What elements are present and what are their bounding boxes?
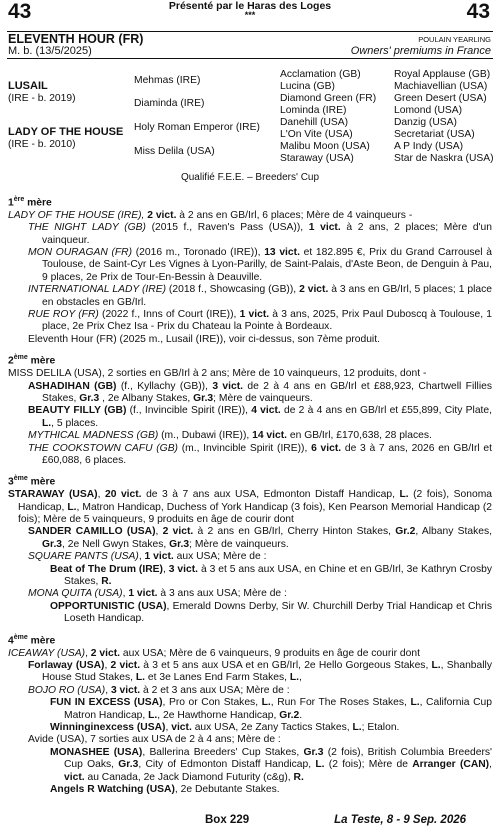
note-paragraph-s1-6: Eleventh Hour (FR) (2025 m., Lusail (IRE)), voir ci-dessus, son 7ème produit. [28,333,380,345]
note-paragraph-s2-4: MYTHICAL MADNESS (GB) (m., Dubawi (IRE)), 14 vict. en GB/Irl, £170,638, 28 places. [28,430,432,442]
pedigree-g3-2: Lucina (GB) [280,81,335,92]
family-notes [8,194,492,796]
horse-type: POULAIN YEARLING [418,35,491,44]
pedigree-g4-6: Secretariat (USA) [394,129,475,140]
section-heading-4: 4ème mère [8,633,56,647]
note-paragraph-s2-5: THE COOKSTOWN CAFU (GB) (m., Invincible Spirit (IRE)), 6 vict. de 3 à 7 ans, 2026 en GB/Irl et £60,088, 6 places. [28,442,493,466]
note-paragraph-s2-1: MISS DELILA (USA), 2 sorties en GB/Irl à 2 ans; Mère de 10 vainqueurs, 12 produits, dont - [8,368,427,380]
qualification: Qualifié F.E.E. – Breeders' Cup [180,172,320,183]
pedigree-g4-3: Green Desert (USA) [394,93,487,104]
pedigree-g3-6: L'On Vite (USA) [280,129,353,140]
pedigree-g3-8: Staraway (USA) [280,153,354,164]
note-paragraph-s3-1: STARAWAY (USA), 20 vict. de 3 à 7 ans aux USA, Edmonton Distaff Handicap, L. (2 fois), Sonoma Handicap, L., Matron Handicap, Duchess of York Handicap (3 fois), Ken Pearson Memorial Handicap (2 fois); Mère de 5 vainqueurs, 9 produits en âge de courir dont [8,489,492,526]
pedigree-g3-3: Diamond Green (FR) [280,93,377,104]
pedigree-g4-1: Royal Applause (GB) [394,69,491,80]
note-paragraph-s1-4: INTERNATIONAL LADY (IRE) (2018 f., Showcasing (GB)), 2 vict. à 3 ans en GB/Irl, 5 places; 1 place en obstacles en GB/Irl. [28,284,492,308]
section-heading-1: 1ère mère [8,196,52,209]
pedigree-g3-7: Malibu Moon (USA) [280,141,370,152]
note-paragraph-s4-6: Avide (USA), 7 sorties aux USA de 2 à 4 ans; Mère de : [28,734,281,746]
note-paragraph-s4-7: MONASHEE (USA), Ballerina Breeders' Cup Stakes, Gr.3 (2 fois), British Columbia Breeders' Cup Oaks, Gr.3, City of Edmonton Distaff Handicap, L. (2 fois); Mère de Arranger (CAN), vict. au Canada, 2e Jack Diamond Futurity (c&g), R. [50,746,492,783]
sire-name: LUSAIL [8,80,48,92]
note-paragraph-s4-3: BOJO RO (USA), 3 vict. à 2 et 3 ans aux USA; Mère de : [28,684,290,696]
pedigree-g4-4: Lomond (USA) [394,105,463,116]
section-heading-3: 3ème mère [8,475,56,488]
pedigree-g3-4: Lominda (IRE) [280,105,347,116]
pedigree-g2-1: Mehmas (IRE) [134,75,201,86]
pedigree-g4-2: Machiavellian (USA) [394,81,488,92]
note-paragraph-s2-3: BEAUTY FILLY (GB) (f., Invincible Spirit (IRE)), 4 vict. de 2 à 4 ans en GB/Irl et £55,899, City Plate, L., 5 places. [28,405,492,429]
note-paragraph-s4-8: Angels R Watching (USA), 2e Debutante Stakes. [50,783,280,795]
horse-description: M. b. (13/5/2025) [8,45,92,57]
lot-number-right: 43 [466,0,490,23]
pedigree-g3-5: Danehill (USA) [280,117,349,128]
note-paragraph-s4-2: Forlaway (USA), 2 vict. à 3 et 5 ans aux USA et en GB/Irl, 2e Hello Gorgeous Stakes, L., Shanbally House Stud Stakes, L. et 3e Lanes End Farm Stakes, L., [28,659,492,684]
pedigree-g4-7: A P Indy (USA) [394,141,464,152]
pedigree-g4-8: Star de Naskra (USA) [394,153,494,164]
note-paragraph-s3-2: SANDER CAMILLO (USA), 2 vict. à 2 ans en GB/Irl, Cherry Hinton Stakes, Gr.2, Albany Stakes, Gr.3, 2e Nell Gwyn Stakes, Gr.3; Mère de vainqueurs. [28,526,492,550]
note-paragraph-s3-6: OPPORTUNISTIC (USA), Emerald Downs Derby, Sir W. Churchill Derby Trial Handicap et Chris Loseth Handicap. [50,600,492,625]
note-paragraph-s1-3: MON OURAGAN (FR) (2016 m., Toronado (IRE)), 13 vict. et 182.895 €, Prix du Grand Carrousel à Toulouse, de Saint-Cyr Les Vignes à Lyon-Parilly, de Saint-Palais, d'Aste Beon, de Denguin à Pau, 9 places, 2e Prix de Tour-En-Bessin à Deauville. [28,247,492,283]
presenter: Présenté par le Haras des Loges [168,0,332,12]
note-paragraph-s4-5: Winninginexcess (USA), vict. aux USA, 2e Zany Tactics Stakes, L.; Etalon. [50,721,400,733]
note-paragraph-s1-1: LADY OF THE HOUSE (IRE), 2 vict. à 2 ans en GB/Irl, 6 places; Mère de 4 vainqueurs - [8,209,413,221]
premium-note: Owners' premiums in France [350,45,491,57]
dam-name: LADY OF THE HOUSE [8,126,124,138]
footer [0,812,500,830]
catalogue-header [0,0,500,30]
note-paragraph-s3-5: MONA QUITA (USA), 1 vict. à 3 ans aux USA; Mère de : [28,588,287,600]
pedigree-g2-4: Miss Delila (USA) [134,146,215,157]
note-paragraph-s3-4: Beat of The Drum (IRE), 3 vict. à 3 et 5 ans aux USA, en Chine et en GB/Irl, 3e Kathryn Crosby Stakes, R. [50,563,492,588]
dam-info: (IRE - b. 2010) [8,139,76,150]
note-paragraph-s3-3: SQUARE PANTS (USA), 1 vict. aux USA; Mère de : [28,551,267,563]
sire-info: (IRE - b. 2019) [8,93,76,104]
note-paragraph-s4-1: ICEAWAY (USA), 2 vict. aux USA; Mère de 6 vainqueurs, 9 produits en âge de courir dont [8,647,420,659]
pedigree-table [8,68,494,168]
horse-name: ELEVENTH HOUR (FR) [8,32,144,46]
stars: *** [244,10,256,20]
horse-name-bar [7,31,493,59]
pedigree-g3-1: Acclamation (GB) [280,69,361,80]
sale-info: La Teste, 8 - 9 Sep. 2026 [334,814,466,826]
pedigree-g4-5: Danzig (USA) [394,117,457,128]
pedigree-g2-2: Diaminda (IRE) [134,98,205,109]
section-heading-2: 2ème mère [8,354,56,367]
note-paragraph-s1-5: RUE ROY (FR) (2022 f., Inns of Court (IRE)), 1 vict. à 3 ans, 2025, Prix Paul Duboscq à Toulouse, 1 place, 2e Prix Chez Isa - Prix du Chateau la Pointe à Bordeaux. [28,309,492,333]
pedigree-g2-3: Holy Roman Emperor (IRE) [134,122,260,133]
note-paragraph-s2-2: ASHADIHAN (GB) (f., Kyllachy (GB)), 3 vict. de 2 à 4 ans en GB/Irl et £88,923, Chartwell Fillies Stakes, Gr.3 , 2e Albany Stakes, Gr.3; Mère de vainqueurs. [28,380,492,404]
note-paragraph-s4-4: FUN IN EXCESS (USA), Pro or Con Stakes, L., Run For The Roses Stakes, L., California Cup Matron Handicap, L., 2e Hawthorne Handicap, Gr.2. [50,697,492,721]
note-paragraph-s1-2: THE NIGHT LADY (GB) (2015 f., Raven's Pass (USA)), 1 vict. à 2 ans, 2 places; Mère d'un vainqueur. [28,222,492,246]
lot-number-left: 43 [8,0,32,23]
box-number: Box 229 [205,814,250,826]
